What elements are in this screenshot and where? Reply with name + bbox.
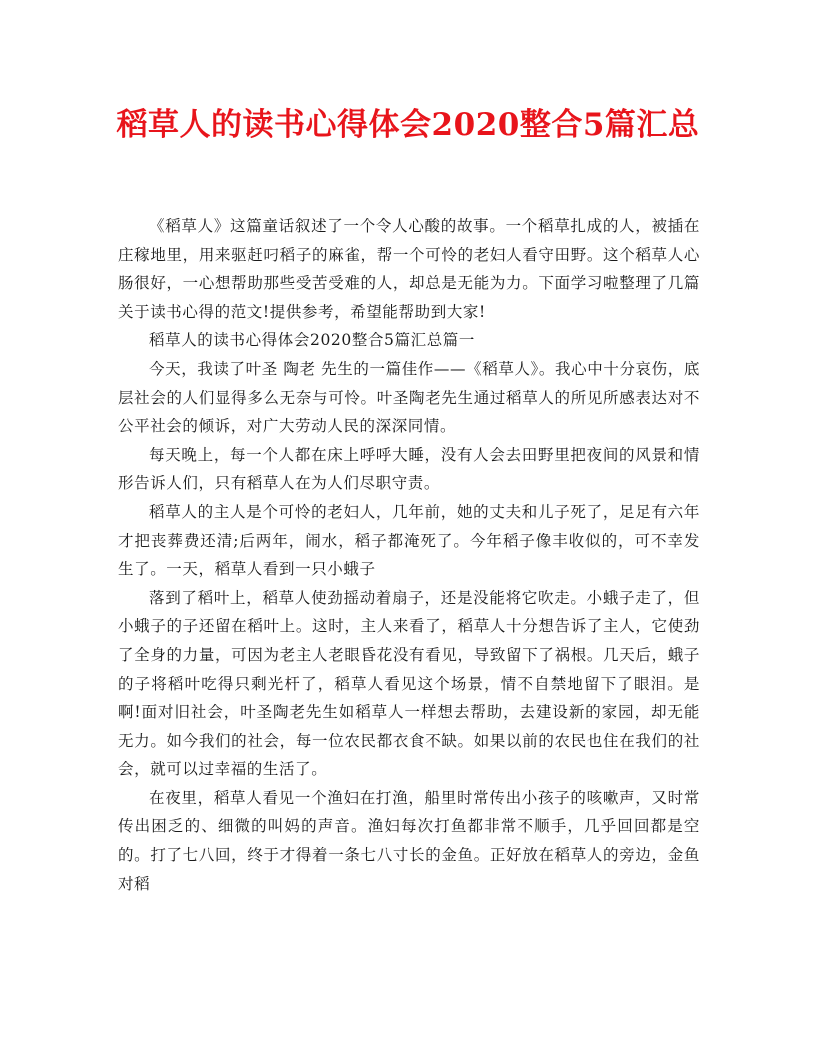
document-title: 稻草人的读书心得体会2020整合5篇汇总: [116, 107, 700, 143]
body-paragraph: 落到了稻叶上，稻草人使劲摇动着扇子，还是没能将它吹走。小蛾子走了，但小蛾子的子还留在稻叶上。这时，主人来看了，稻草人十分想告诉了主人，它使劲了全身的力量，可因为老主人老眼昏花没有看见，导致留下了祸根。几天后，蛾子的子将稻叶吃得只剩光杆了，稻草人看见这个场景，情不自禁地留下了眼泪。是啊!面对旧社会，叶圣陶老先生如稻草人一样想去帮助，去建设新的家园，却无能无力。如今我们的社会，每一位农民都衣食不缺。如果以前的农民也住在我们的社会，就可以过幸福的生活了。: [118, 588, 700, 779]
body-paragraph: 稻草人的主人是个可怜的老妇人，几年前，她的丈夫和儿子死了，足足有六年才把丧葬费还清;后两年，闹水，稻子都淹死了。今年稻子像丰收似的，可不幸发生了。一天，稻草人看到一只小蛾子: [118, 502, 700, 579]
section-heading: 稻草人的读书心得体会2020整合5篇汇总篇一: [149, 331, 476, 350]
body-paragraph: 在夜里，稻草人看见一个渔妇在打渔，船里时常传出小孩子的咳嗽声，又时常传出困乏的、细微的叫妈的声音。渔妇每次打鱼都非常不顺手，几乎回回都是空的。打了七八回，终于才得着一条七八寸长的金鱼。正好放在稻草人的旁边，金鱼对稻: [118, 788, 700, 893]
intro-paragraph: 《稻草人》这篇童话叙述了一个令人心酸的故事。一个稻草扎成的人，被插在庄稼地里，用来驱赶叼稻子的麻雀，帮一个可怜的老妇人看守田野。这个稻草人心肠很好，一心想帮助那些受苦受难的人，却总是无能为力。下面学习啦整理了几篇关于读书心得的范文!提供参考，希望能帮助到大家!: [118, 217, 700, 321]
document-body: [118, 212, 700, 898]
body-paragraph: 每天晚上，每一个人都在床上呼呼大睡，没有人会去田野里把夜间的风景和情形告诉人们，只有稻草人在为人们尽职守责。: [118, 445, 700, 493]
body-paragraph: 今天，我读了叶圣 陶老 先生的一篇佳作——《稻草人》。我心中十分哀伤，底层社会的人们显得多么无奈与可怜。叶圣陶老先生通过稻草人的所见所感表达对不公平社会的倾诉，对广大劳动人民的深深同情。: [118, 359, 700, 436]
